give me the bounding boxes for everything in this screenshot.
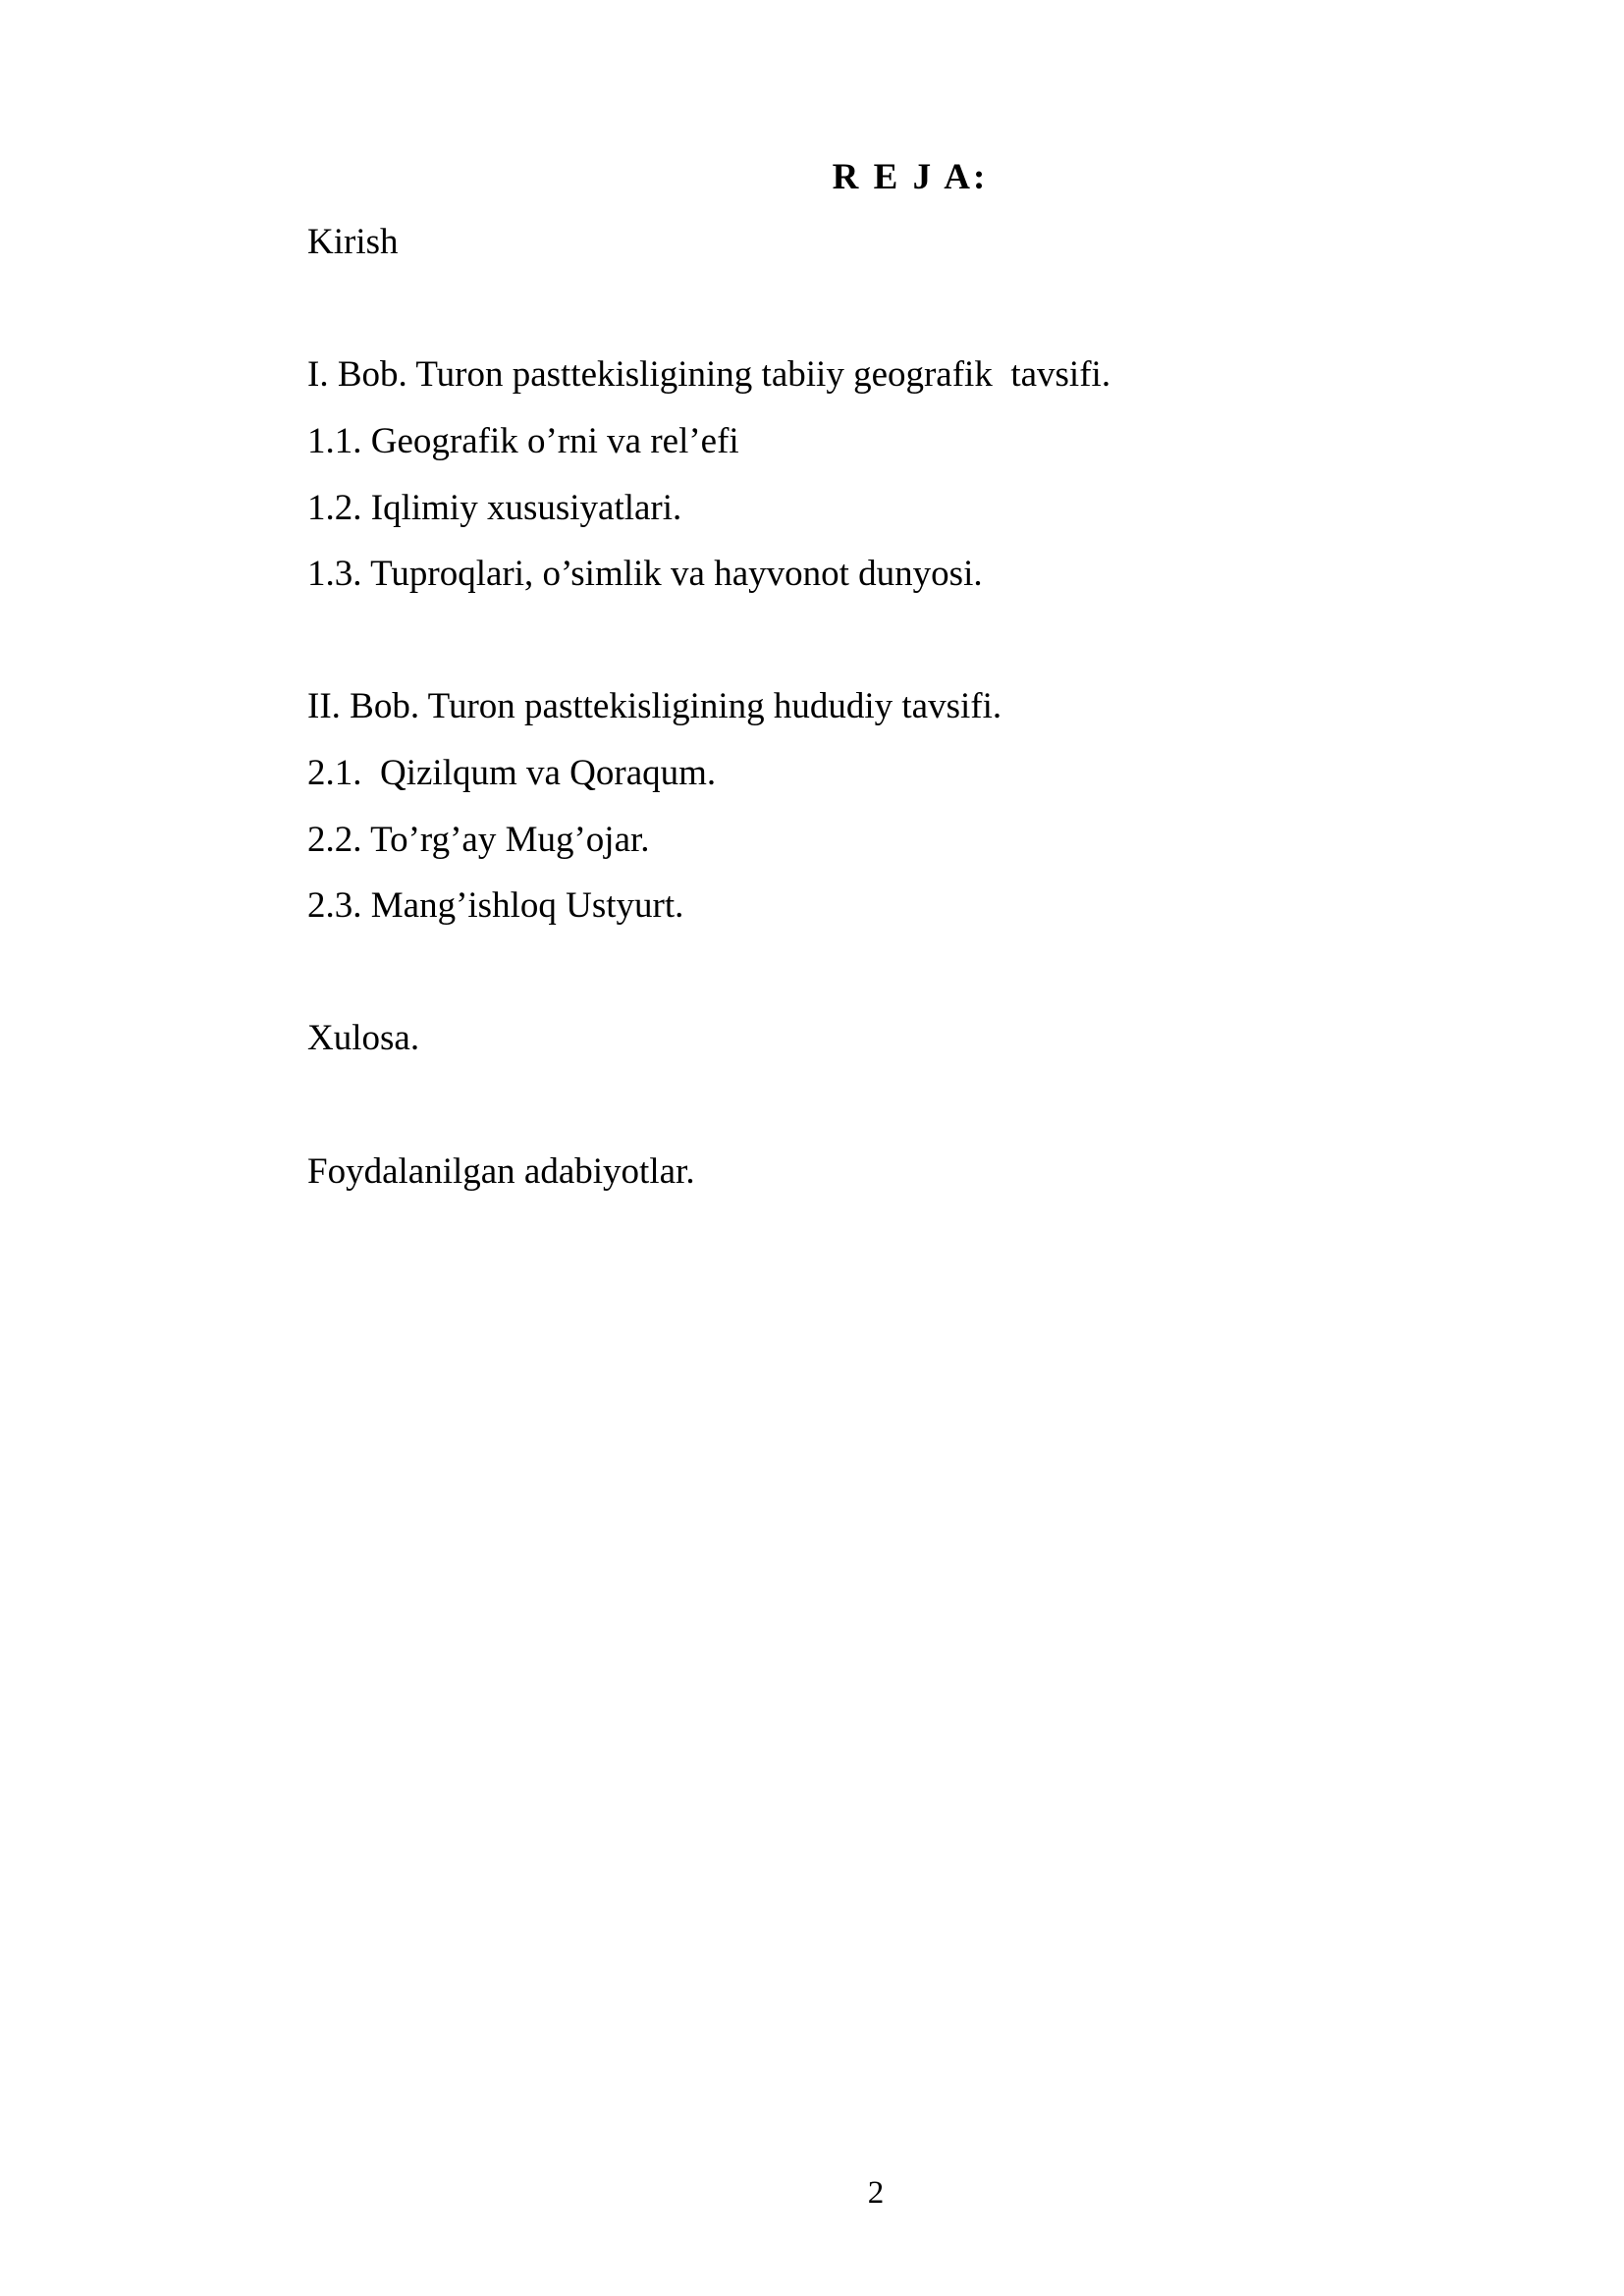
toc-section-2-1: 2.1. Qizilqum va Qoraqum.: [307, 753, 717, 793]
toc-section-1-3: 1.3. Tuproqlari, o’simlik va hayvonot dunyosi.: [307, 554, 983, 594]
toc-intro: Kirish: [307, 222, 399, 262]
page-number: 2: [867, 2175, 885, 2211]
toc-conclusion: Xulosa.: [307, 1018, 420, 1058]
toc-references: Foydalanilgan adabiyotlar.: [307, 1151, 695, 1192]
toc-section-2-3: 2.3. Mang’ishloq Ustyurt.: [307, 885, 684, 926]
toc-section-2-2: 2.2. To’rg’ay Mug’ojar.: [307, 820, 650, 860]
toc-chapter-2-heading: II. Bob. Turon pasttekisligining hududiy tavsifi.: [307, 686, 1002, 726]
toc-section-1-1: 1.1. Geografik o’rni va rel’efi: [307, 421, 739, 461]
toc-section-1-2: 1.2. Iqlimiy xususiyatlari.: [307, 488, 682, 528]
document-title: R E J A:: [832, 157, 989, 197]
toc-chapter-1-heading: I. Bob. Turon pasttekisligining tabiiy geografik tavsifi.: [307, 354, 1111, 395]
